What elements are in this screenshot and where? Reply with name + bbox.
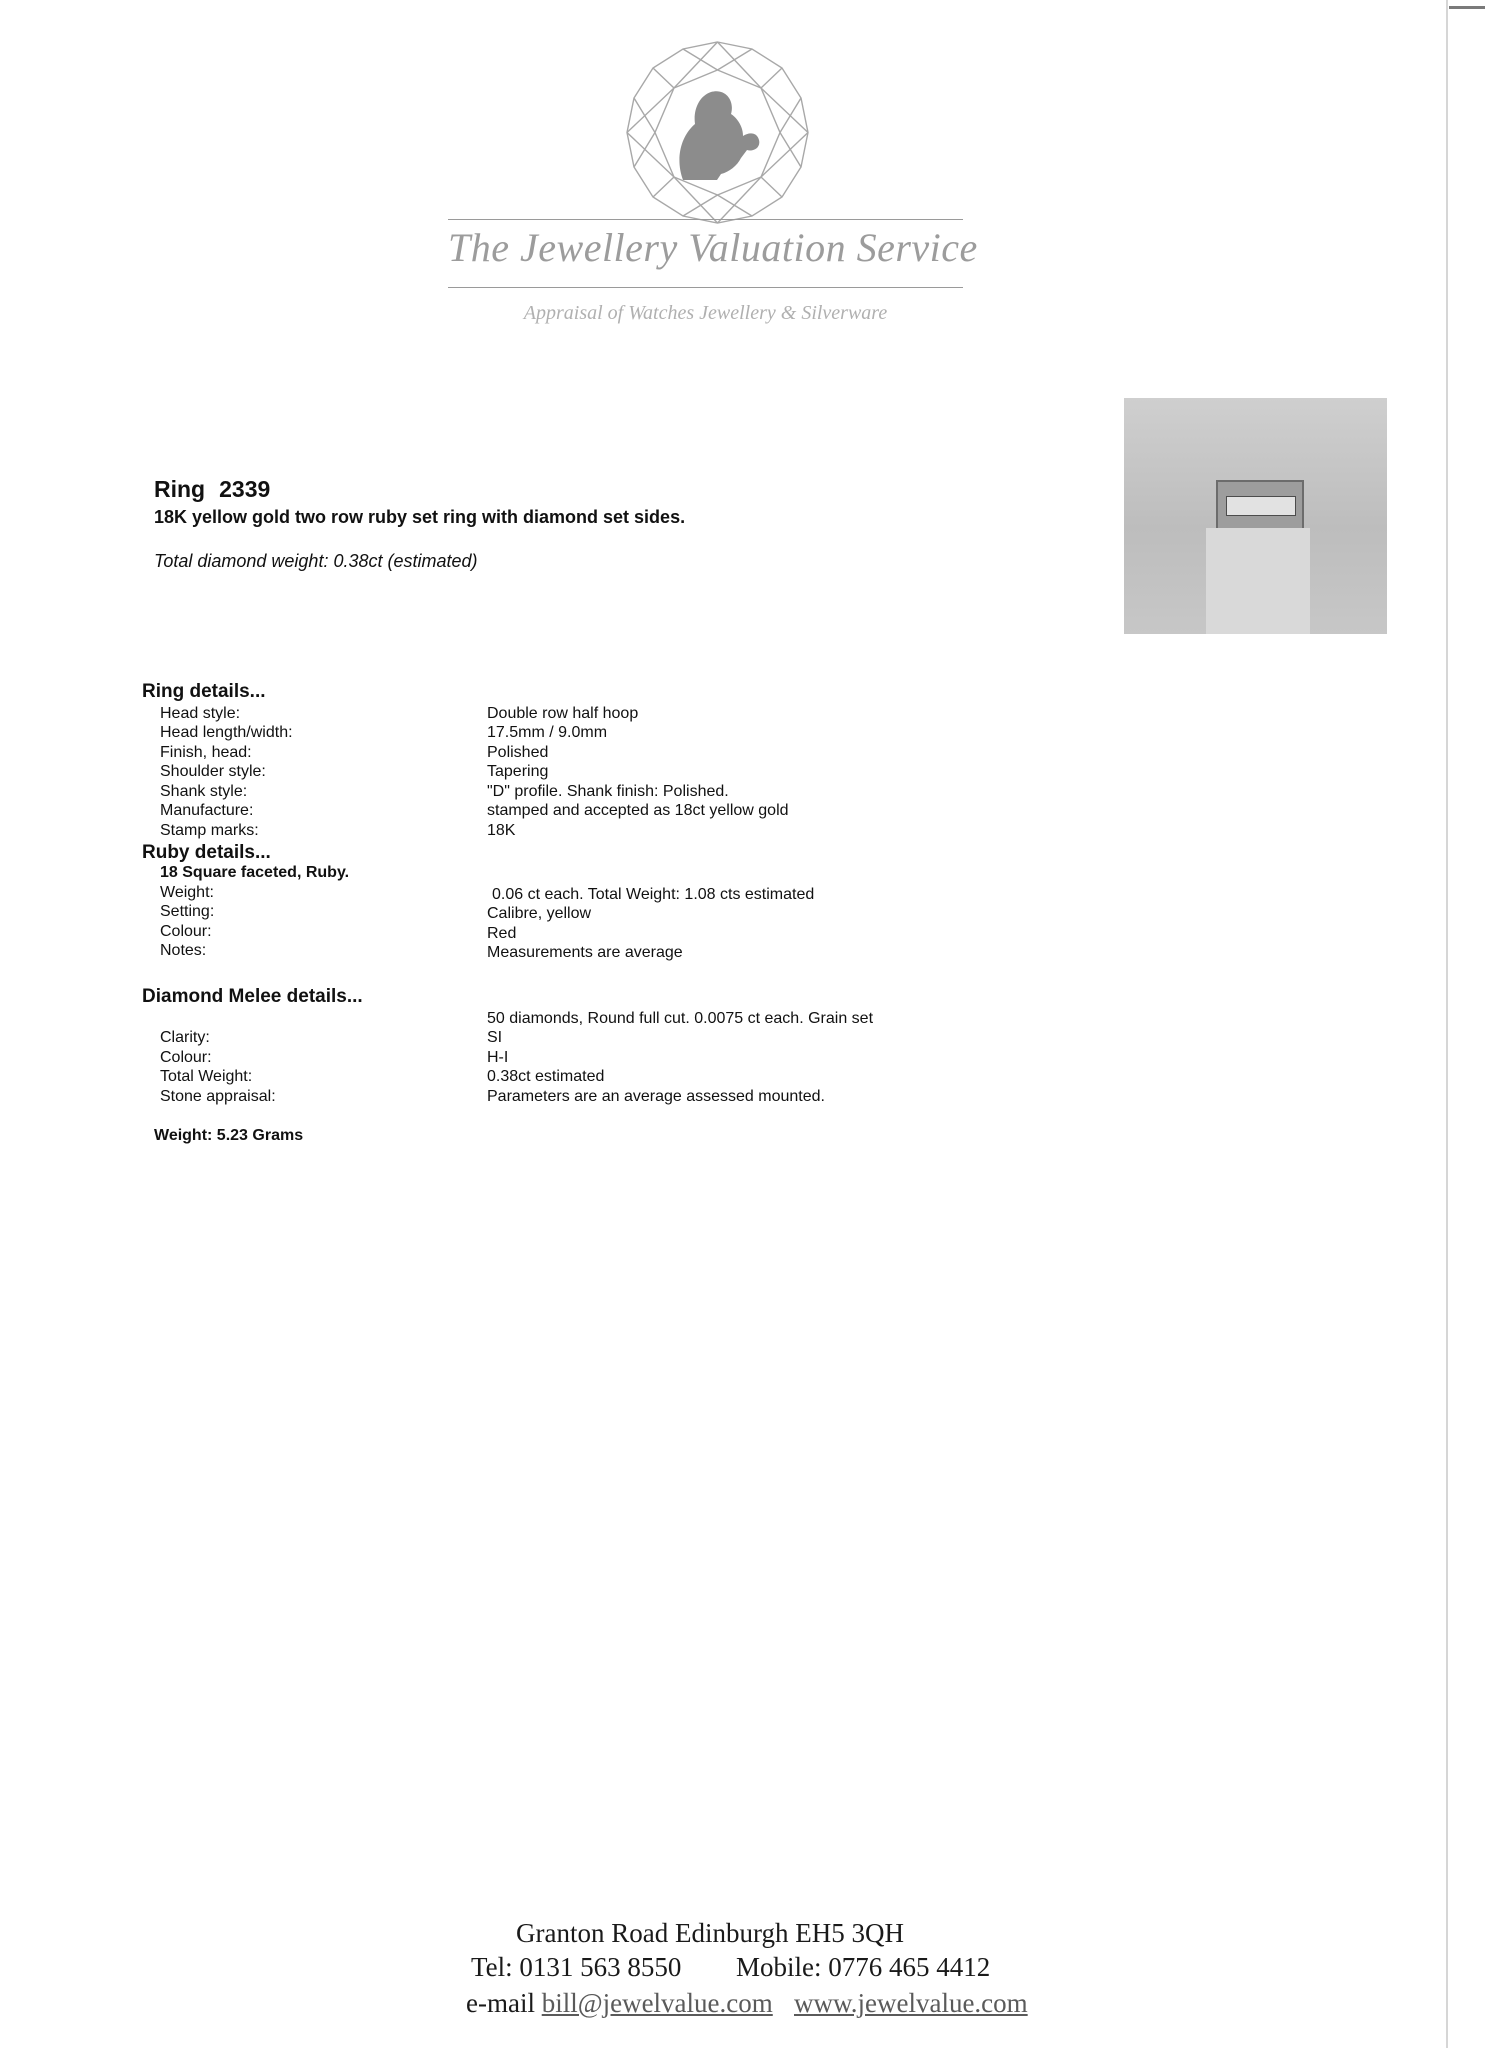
footer-email-line [466, 1988, 773, 2019]
brand-title: The Jewellery Valuation Service [448, 225, 978, 270]
detail-label: Stone appraisal: [160, 1088, 276, 1105]
ring-photo-stand [1206, 528, 1310, 634]
diamond-details-heading: Diamond Melee details... [142, 986, 363, 1007]
email-label: e-mail [466, 1988, 535, 2018]
diamond-summary: 50 diamonds, Round full cut. 0.0075 ct each. Grain set [487, 1010, 874, 1027]
detail-label: Weight: [160, 884, 214, 901]
detail-value: Parameters are an average assessed mounted. [487, 1088, 825, 1105]
logo-bottom-rule [448, 287, 963, 288]
detail-value: 18K [487, 822, 516, 839]
scan-edge-mark [1449, 6, 1485, 9]
detail-value: Tapering [487, 763, 549, 780]
detail-value: 17.5mm / 9.0mm [487, 724, 608, 741]
ruby-subheading: 18 Square faceted, Ruby. [160, 864, 350, 881]
footer-phone-line [471, 1952, 681, 1983]
jeweller-diamond-logo [625, 40, 810, 225]
tel-label: Tel: [471, 1952, 513, 1982]
logo-top-rule [448, 219, 963, 220]
detail-value: stamped and accepted as 18ct yellow gold [487, 802, 789, 819]
detail-value: H-I [487, 1049, 509, 1066]
mobile-label: Mobile: [736, 1952, 822, 1982]
ring-photo [1124, 398, 1387, 634]
detail-value: 0.38ct estimated [487, 1068, 605, 1085]
item-heading [154, 476, 284, 503]
detail-label: Finish, head: [160, 744, 252, 761]
detail-label: Shank style: [160, 783, 248, 800]
detail-label: Total Weight: [160, 1068, 253, 1085]
detail-label: Manufacture: [160, 802, 254, 819]
footer-address: Granton Road Edinburgh EH5 3QH [516, 1918, 904, 1948]
footer-website-line [794, 1988, 1028, 2019]
detail-label: Setting: [160, 903, 215, 920]
detail-value: Polished [487, 744, 549, 761]
total-item-weight: Weight: 5.23 Grams [154, 1127, 304, 1144]
detail-value: "D" profile. Shank finish: Polished. [487, 783, 729, 800]
email-link[interactable]: bill@jewelvalue.com [541, 1988, 773, 2018]
item-number: 2339 [219, 476, 271, 502]
detail-label: Clarity: [160, 1029, 210, 1046]
ring-photo-ring [1216, 480, 1304, 532]
detail-value: SI [487, 1029, 503, 1046]
ruby-details-heading: Ruby details... [142, 842, 271, 863]
tel-number: 0131 563 8550 [519, 1952, 682, 1982]
footer-mobile-line [736, 1952, 990, 1983]
detail-value: Red [487, 925, 517, 942]
detail-label: Colour: [160, 1049, 212, 1066]
total-diamond-weight: Total diamond weight: 0.38ct (estimated) [154, 551, 478, 571]
detail-value: 0.06 ct each. Total Weight: 1.08 cts estimated [492, 886, 815, 903]
detail-label: Notes: [160, 942, 207, 959]
detail-label: Colour: [160, 923, 212, 940]
brand-tagline: Appraisal of Watches Jewellery & Silverware [523, 302, 888, 324]
detail-value: Calibre, yellow [487, 905, 592, 922]
item-description: 18K yellow gold two row ruby set ring with diamond set sides. [154, 507, 686, 527]
detail-label: Head style: [160, 705, 241, 722]
detail-label: Head length/width: [160, 724, 293, 741]
detail-label: Shoulder style: [160, 763, 266, 780]
detail-value: Measurements are average [487, 944, 683, 961]
detail-label: Stamp marks: [160, 822, 259, 839]
detail-value: Double row half hoop [487, 705, 639, 722]
ring-details-heading: Ring details... [142, 681, 266, 702]
mobile-number: 0776 465 4412 [828, 1952, 991, 1982]
website-link[interactable]: www.jewelvalue.com [794, 1988, 1028, 2018]
page-edge-line [1446, 0, 1448, 2048]
item-type: Ring [154, 476, 206, 502]
